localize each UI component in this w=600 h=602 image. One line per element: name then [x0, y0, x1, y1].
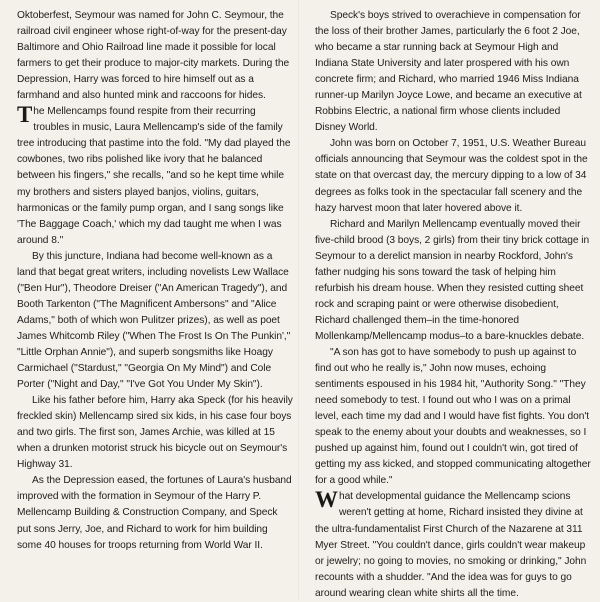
- paragraph-6: Speck's boys strived to overachieve in compensation for the loss of their brother James, particularly the 6 foot 2 Joe, who became a star running back at Seymour High and Indiana State University and later prospered with his own concrete firm; and Richard, who married 1946 Miss Indiana runner-up Marilyn Joyce Lowe, and became an executive at Robbins Electric, a national firm whose clients included Disney World.: [315, 10, 582, 134]
- paragraph-3: By this juncture, Indiana had become well-known as a land that begat great writers, including novelists Lew Wallace ("Ben Hur"), Theodore Dreiser ("An American Tragedy"), and Booth Tarkenton ("The Magnificent Ambersons" and "Alice Adams," both of which won Pulitzer prizes), as well as poet James Whitcomb Riley ("When The Frost Is On The Punkin'," "Little Orphan Annie"), and superb songsmiths like Hoagy Carmichael ("Stardust," "Georgia On My Mind") and Cole Porter ("Night and Day," "I've Got You Under My Skin").: [17, 250, 291, 391]
- paragraph-2: [17, 104, 293, 248]
- paragraph-2-text: he Mellencamps found respite from their recurring troubles in music, Laura Mellencamp's side of the family tree introducing that pastime into the fold. "My dad played the cowbones, two ribs polished like ivory that he balanced between his fingers," she recalls, "and so he kept time while my brothers and sisters played banjos, violins, guitars, harmonicas or the family pump organ, and I sang songs like 'The Baggage Coach,' which my dad taught me when I was around 8.": [17, 106, 291, 246]
- paragraph-10: [315, 489, 591, 601]
- drop-cap: T: [17, 102, 33, 128]
- paragraph-8: Richard and Marilyn Mellencamp eventually moved their five-child brood (3 boys, 2 girls) from their tiny brick cottage in Seymour to a derelict mansion in nearby Rockford, John's father nudging his sons toward the task of helping him refurbish his dream house. When they resisted cutting sheet rock and scraping paint or were otherwise disobedient, Richard challenged them–in the time-honored Mollenkamp/Mellencamp modus–to a bare-knuckles debate.: [315, 218, 590, 342]
- paragraph-1: Oktoberfest, Seymour was named for John C. Seymour, the railroad civil engineer whose right-of-way for the present-day Baltimore and Ohio Railroad line made it possible for local farmers to get their produce to major-city markets. During the Depression, Harry was forced to hire himself out as a farmhand and also hunted mink and raccoons for hides.: [17, 10, 290, 102]
- paragraph-4: Like his father before him, Harry aka Speck (for his heavily freckled skin) Mellencamp sired six kids, in his case four boys and two girls. The first son, James Archie, was killed at 15 when a drunken motorist struck his bicycle out on Seymour's Highway 31.: [17, 395, 293, 471]
- paragraph-7: John was born on October 7, 1951, U.S. Weather Bureau officials announcing that Seymour was the coldest spot in the state on that overcast day, the mercury dipping to a low of 34 degrees as folks took in the spectacular fall scenery and the hazy harvest moon that later hovered above it.: [315, 138, 588, 214]
- paragraph-5: As the Depression eased, the fortunes of Laura's husband improved with the formation in Seymour of the Harry P. Mellencamp Building & Construction Company, and Speck put sons Jerry, Joe, and Richard to work for him building some 40 houses for troops returning from World War II.: [17, 475, 292, 551]
- right-column: [315, 8, 591, 599]
- paragraph-10-text: hat developmental guidance the Mellencamp scions weren't getting at home, Richard insisted they divine at the ultra-fundamentalist First Church of the Nazarene at 311 Myer Street. "You couldn't dance, girls couldn't wear makeup or jewelry; no going to movies, no smoking or drinking," John recounts with a shudder. "And the idea was for guys to go around wearing clean white shirts all the time.: [315, 491, 587, 599]
- page-gutter: [298, 0, 299, 599]
- paragraph-9: "A son has got to have somebody to push up against to find out who he really is," John now muses, echoing sentiments espoused in his 1984 hit, "Authority Song." "They need somebody to test. I found out who I was on a primal level, each time my dad and I would have fist fights. You don't speak to the enemy about your doubts and weaknesses, so I pushed up against him, found out I couldn't win, got tired of getting my ass kicked, and stopped communicating altogether for a good while.": [315, 346, 591, 487]
- left-column: [17, 8, 293, 593]
- drop-cap: W: [315, 487, 338, 513]
